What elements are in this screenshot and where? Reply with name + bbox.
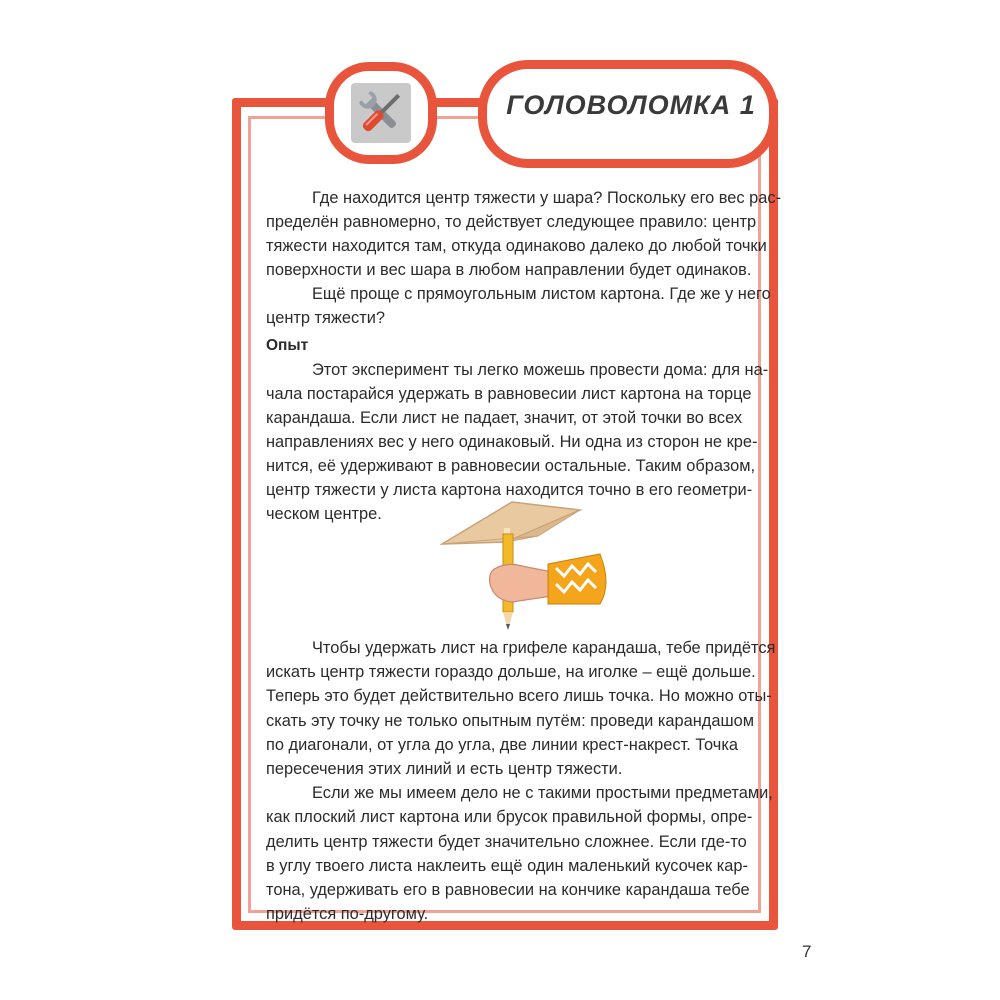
text-block-top: [266, 186, 786, 526]
text-line: по диагонали, от угла до угла, две линии крест-накрест. Точка: [266, 735, 738, 754]
text-line: Чтобы удержать лист на грифеле карандаша, тебе придётся: [312, 639, 776, 657]
paragraph: [266, 636, 786, 781]
text-line: пределён равномерно, то действует следующее правило: центр: [266, 213, 757, 231]
text-line: направлениях вес у него одинаковый. Ни одна из сторон не кре-: [266, 433, 758, 451]
text-line: поверхности и вес шара в любом направлении будет одинаков.: [266, 261, 752, 279]
hand-pencil-illustration: [440, 498, 640, 638]
text-line: Теперь это будет действительно всего лишь точка. Но можно оты-: [266, 687, 772, 706]
text-line: карандаша. Если лист не падает, значит, от этой точки во всех: [266, 409, 743, 427]
text-line: Ещё проще с прямоугольным листом картона. Где же у него: [312, 285, 771, 303]
text-line: придётся по-другому.: [266, 905, 429, 924]
text-line: Этот эксперимент ты легко можешь провести дома: для на-: [312, 361, 769, 379]
text-line: ческом центре.: [266, 505, 382, 523]
text-line: Если же мы имеем дело не с такими простыми предметами,: [312, 784, 773, 803]
text-line: чала постарайся удержать в равновесии лист картона на торце: [266, 385, 752, 403]
text-line: искать центр тяжести гораздо дольше, на иголке – ещё дольше.: [266, 663, 756, 682]
text-line: центр тяжести?: [266, 309, 385, 327]
text-line: нится, её удерживают в равновесии остальные. Таким образом,: [266, 457, 756, 475]
text-line: в углу твоего листа наклеить ещё один маленький кусочек кар-: [266, 856, 748, 875]
paragraph: [266, 282, 786, 330]
text-line: Где находится центр тяжести у шара? Поскольку его вес рас-: [312, 189, 782, 207]
text-line: скать эту точку не только опытным путём: проведи карандашом: [266, 711, 754, 730]
paragraph: [266, 781, 786, 926]
experiment-heading: Опыт: [266, 337, 309, 354]
text-line: пересечения этих линий и есть центр тяжести.: [266, 760, 623, 779]
text-line: как плоский лист картона или брусок правильной формы, опре-: [266, 808, 753, 827]
tools-icon: [350, 82, 412, 144]
text-line: центр тяжести у листа картона находится точно в его геометри-: [266, 481, 753, 499]
text-line: тяжести находится там, откуда одинаково далеко до любой точки: [266, 237, 767, 255]
paragraph: [266, 186, 786, 282]
text-line: делить центр тяжести будет значительно сложнее. Если где-то: [266, 832, 747, 851]
page-number: 7: [802, 942, 812, 961]
text-line: тона, удерживать его в равновесии на кончике карандаша тебе: [266, 881, 750, 900]
page-title: ГОЛОВОЛОМКА 1: [506, 90, 756, 120]
text-block-bottom: [266, 636, 786, 926]
